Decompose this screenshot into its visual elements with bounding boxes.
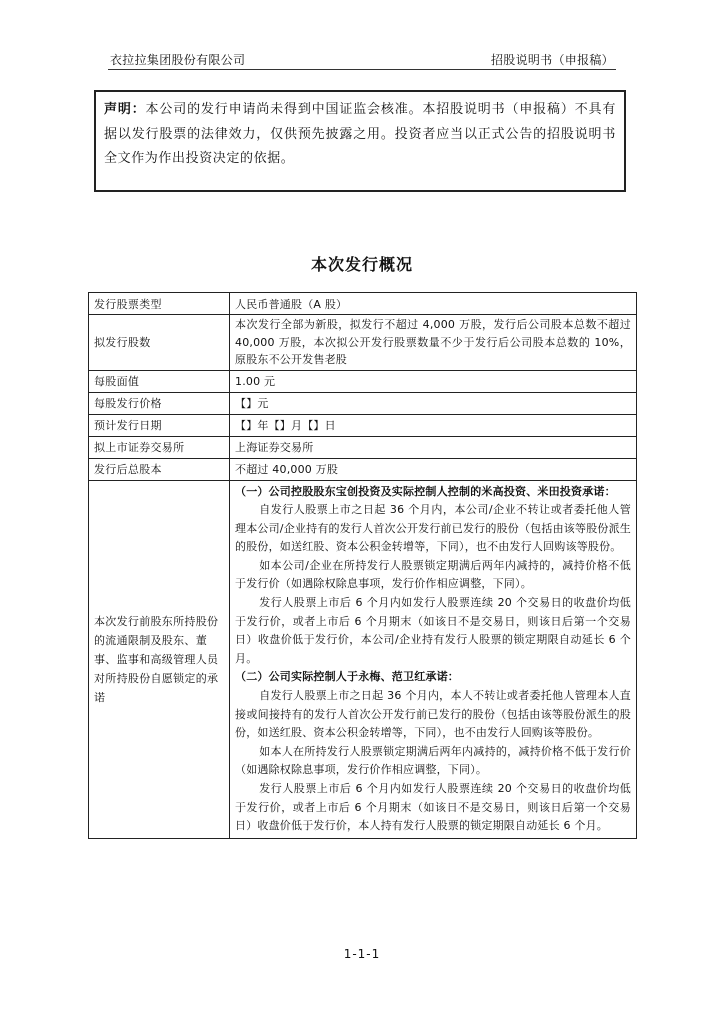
promise-paragraph: 如本公司/企业在所持发行人股票锁定期满后两年内减持的，减持价格不低于发行价（如遇除权除息事项，发行价作相应调整，下同）。 (235, 558, 631, 591)
offering-summary-table (88, 292, 637, 839)
table-row (89, 370, 637, 392)
table-row (89, 436, 637, 458)
row-label: 发行后总股本 (89, 458, 230, 480)
promise-section2-title: （二）公司实际控制人于永梅、范卫红承诺： (235, 670, 459, 684)
header-divider (108, 69, 616, 70)
row-value: 上海证券交易所 (230, 436, 637, 458)
promise-paragraph: 自发行人股票上市之日起 36 个月内，本人不转让或者委托他人管理本人直接或间接持有的发行人首次公开发行前已发行的股份（包括由该等股份派生的股份，如送红股、资本公积金转增等，下同），也不由发行人回购该等股份。 (235, 689, 631, 740)
promise-paragraph: 如本人在所持发行人股票锁定期满后两年内减持的，减持价格不低于发行价（如遇除权除息事项，发行价作相应调整，下同）。 (235, 744, 631, 777)
disclaimer-box (94, 90, 626, 192)
promise-paragraph: 自发行人股票上市之日起 36 个月内，本公司/企业不转让或者委托他人管理本公司/企业持有的发行人首次公开发行前已发行的股份（包括由该等股份派生的股份，如送红股、资本公积金转增等，下同），也不由发行人回购该等股份。 (235, 503, 631, 554)
promise-paragraph: 发行人股票上市后 6 个月内如发行人股票连续 20 个交易日的收盘价均低于发行价，或者上市后 6 个月期末（如该日不是交易日，则该日后第一个交易日）收盘价低于发行价，本人持有发行人股票的锁定期限自动延长 6 个月。 (235, 782, 631, 833)
row-label: 发行股票类型 (89, 293, 230, 315)
table-row (89, 392, 637, 414)
row-label: 每股面值 (89, 370, 230, 392)
row-value: 【】元 (230, 392, 637, 414)
promise-paragraph: 发行人股票上市后 6 个月内如发行人股票连续 20 个交易日的收盘价均低于发行价，或者上市后 6 个月期末（如该日不是交易日，则该日后第一个交易日）收盘价低于发行价，本公司/企业持有发行人股票的锁定期限自动延长 6 个月。 (235, 596, 631, 665)
table-row-lockup-promise (89, 480, 637, 838)
table-row (89, 458, 637, 480)
disclaimer-text: 本公司的发行申请尚未得到中国证监会核准。本招股说明书（申报稿）不具有据以发行股票的法律效力，仅供预先披露之用。投资者应当以正式公告的招股说明书全文作为作出投资决定的依据。 (104, 102, 616, 166)
row-value: 不超过 40,000 万股 (230, 458, 637, 480)
promise-section1-title: （一）公司控股股东宝创投资及实际控制人控制的米高投资、米田投资承诺： (235, 484, 616, 498)
table-row (89, 315, 637, 371)
row-value: 1.00 元 (230, 370, 637, 392)
row-value: 人民币普通股（A 股） (230, 293, 637, 315)
row-label: 拟发行股数 (89, 315, 230, 371)
row-label: 每股发行价格 (89, 392, 230, 414)
row-label: 拟上市证券交易所 (89, 436, 230, 458)
disclaimer-label: 声明： (104, 102, 146, 117)
row-label: 预计发行日期 (89, 414, 230, 436)
header-company: 衣拉拉集团股份有限公司 (110, 53, 246, 67)
page-number: 1-1-1 (343, 947, 381, 961)
lockup-promise-content (230, 480, 637, 838)
header-doc-type: 招股说明书（申报稿） (490, 53, 614, 67)
table-row (89, 414, 637, 436)
table-row (89, 293, 637, 315)
row-label: 本次发行前股东所持股份的流通限制及股东、董事、监事和高级管理人员对所持股份自愿锁定的承诺 (89, 480, 230, 838)
row-value: 【】年【】月【】日 (230, 414, 637, 436)
row-value: 本次发行全部为新股，拟发行不超过 4,000 万股，发行后公司股本总数不超过 40,000 万股，本次拟公开发行股票数量不少于发行后公司股本总数的 10%，原股东不公开发售老股 (230, 315, 637, 371)
page-title: 本次发行概况 (310, 255, 413, 274)
